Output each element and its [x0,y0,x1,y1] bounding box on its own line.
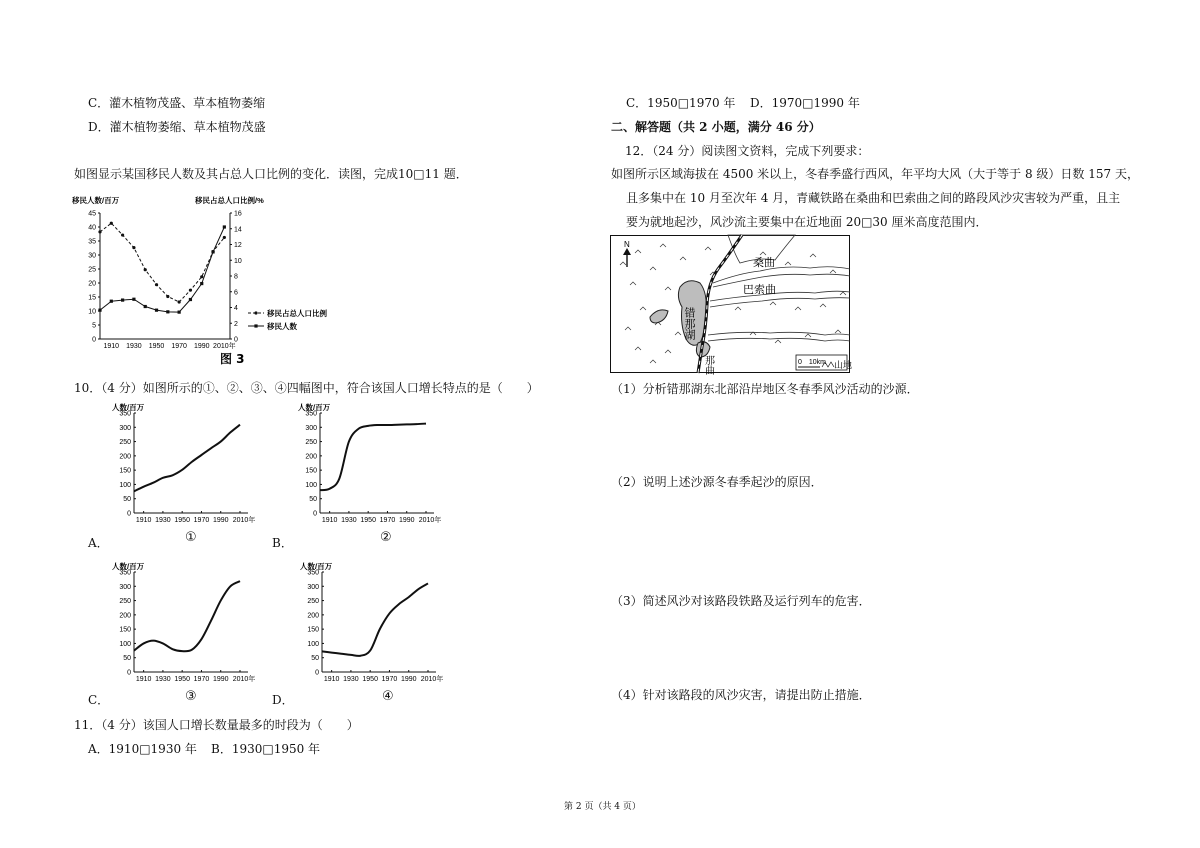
series-ratio-point [98,230,101,233]
y-tick-label-left: 15 [88,294,96,302]
y-axis-title: 人数/百万 [298,403,331,412]
x-tick-label: 1970 [171,343,187,350]
y-tick-label-right: 0 [234,336,238,344]
y-tick-label-left: 20 [88,280,96,288]
x-tick-label: 1930 [126,343,142,350]
y-tick-label-left: 35 [88,238,96,246]
population-line [134,581,240,651]
series-ratio-point [200,275,203,278]
chart-2-label: ② [380,530,392,545]
population-line [320,424,426,491]
y-tick-label-left: 5 [92,322,96,330]
series-ratio-point [223,236,226,239]
q12-text-line-2: 且多集中在 10 月至次年 4 月，青藏铁路在桑曲和巴索曲之间的路段风沙灾害较为严重，且主 [626,191,1121,205]
sub-question-3: （3）简述风沙对该路段铁路及运行列车的危害． [611,594,871,608]
y-tick-label: 150 [305,467,317,475]
y-tick-label: 300 [119,424,131,432]
x-tick-label: 1990 [212,517,229,524]
y-tick-label-left: 40 [88,224,96,232]
series-ratio-point [189,289,192,292]
option-a: A． [88,536,109,550]
y-tick-label-left: 30 [88,252,96,260]
option-d: D． [272,693,294,707]
x-tick-label: 1950 [360,517,376,524]
series-ratio-point [132,246,135,249]
y-axis-left-title: 移民人数/百万 [72,196,120,205]
x-tick-label: 2010年 [418,517,442,524]
series-immigrants-point [200,282,203,285]
x-tick-label: 1930 [341,517,357,524]
option-c: C． [88,693,110,707]
sub-question-4: （4）针对该路段的风沙灾害，请提出防止措施． [611,688,871,702]
x-tick-label: 1970 [193,676,210,683]
series-immigrants-point [110,300,113,303]
section-title: 二、解答题（共 2 小题，满分 46 分） [611,120,821,134]
chart-3-label: ③ [185,689,197,704]
y-tick-label: 350 [119,569,131,577]
y-tick-label: 100 [305,481,317,489]
chart-4-label: ④ [382,689,394,704]
question-12: 12．（24 分）阅读图文资料，完成下列要求： [625,144,870,158]
series-immigrants-point [144,305,147,308]
y-tick-label-left: 25 [88,266,96,274]
series-immigrants-point [155,309,158,312]
y-tick-label: 100 [119,640,131,648]
x-tick-label: 2010年 [420,676,444,683]
chart-1-label: ① [185,530,197,545]
series-immigrants-line [100,227,224,312]
series-immigrants-point [166,310,169,313]
x-tick-label: 1990 [212,676,229,683]
x-tick-label: 1950 [174,517,190,524]
series-immigrants-point [178,311,181,314]
y-tick-label: 250 [119,598,131,606]
y-tick-label-right: 10 [234,257,242,265]
y-tick-label: 250 [307,598,319,606]
y-tick-label: 200 [305,453,317,461]
y-tick-label: 50 [123,655,131,663]
series-ratio-line [100,223,224,302]
x-tick-label: 1910 [135,676,152,683]
x-tick-label: 2010年 [232,676,256,683]
q12-text-line-1: 如图所示区域海拔在 4500 米以上，冬春季盛行西风，年平均大风（大于等于 8 级）日数 157 天， [611,167,1139,181]
figure3-title: 图 3 [220,352,245,366]
x-tick-label: 1990 [400,676,417,683]
y-tick-label-right: 8 [234,273,238,281]
y-tick-label: 50 [123,496,131,504]
y-tick-label-right: 4 [234,305,238,312]
population-line [322,583,428,656]
option-b: B． [272,536,293,550]
x-tick-label: 1930 [343,676,359,683]
chart-1 [110,403,270,528]
x-tick-label: 2010年 [232,517,256,524]
scale-label: 0 10km [798,359,827,366]
x-tick-label: 1990 [193,343,210,350]
q11-option-a: A．1910□1930 年 [88,742,197,756]
legend-ratio-label: 移民占总人口比例 [267,309,327,318]
river-basuoqu-label: 巴索曲 [743,284,776,296]
intro-text: 如图显示某国移民人数及其占总人口比例的变化．读图，完成10□11 题． [74,167,468,181]
legend-immigrants-marker [254,324,257,327]
y-tick-label: 50 [311,655,319,663]
legend-ratio-marker [254,311,257,314]
y-axis-title: 人数/百万 [300,562,333,571]
chart-2 [296,403,461,528]
series-ratio-point [144,268,147,271]
y-tick-label: 250 [119,439,131,447]
figure3-chart [70,195,370,365]
north-label: N [624,240,630,249]
y-tick-label: 100 [119,481,131,489]
series-ratio-point [110,222,113,225]
x-tick-label: 1950 [362,676,378,683]
series-ratio-point [178,300,181,303]
y-tick-label-right: 14 [234,226,242,234]
y-tick-label: 150 [119,467,131,475]
y-tick-label-right: 6 [234,289,238,297]
y-tick-label: 0 [127,510,131,518]
y-tick-label: 50 [309,496,317,504]
q11-option-d: D．1970□1990 年 [750,96,860,110]
chart-3 [110,562,270,687]
x-tick-label: 1970 [193,517,210,524]
y-tick-label-left: 45 [88,210,96,218]
option-c-prev: C．灌木植物茂盛、草本植物萎缩 [88,96,266,110]
x-tick-label: 1950 [174,676,190,683]
y-tick-label: 150 [119,626,131,634]
y-tick-label: 300 [119,583,131,591]
x-tick-label: 1950 [148,343,165,350]
series-ratio-point [166,295,169,298]
x-tick-label: 1910 [135,517,152,524]
x-tick-label: 1970 [381,676,398,683]
y-tick-label: 200 [119,612,131,620]
series-ratio-point [121,233,124,236]
series-immigrants-point [98,309,101,312]
y-tick-label: 250 [305,439,317,447]
sub-question-2: （2）说明上述沙源冬春季起沙的原因． [611,475,823,489]
chart-4 [298,562,463,687]
y-tick-label-right: 12 [234,242,242,249]
x-tick-label: 1990 [398,517,415,524]
y-tick-label: 200 [119,453,131,461]
y-tick-label: 200 [307,612,319,620]
y-tick-label-right: 2 [234,320,238,328]
y-tick-label: 350 [119,410,131,418]
question-11: 11．（4 分）该国人口增长数量最多的时段为（ ） [74,718,359,732]
x-tick-label: 1930 [155,676,171,683]
option-d-prev: D．灌木植物萎缩、草本植物茂盛 [88,120,266,134]
series-immigrants-point [121,298,124,301]
series-immigrants-point [211,250,214,253]
y-tick-label: 0 [127,669,131,677]
x-tick-label: 1930 [155,517,171,524]
y-tick-label: 300 [305,424,317,432]
y-tick-label: 100 [307,640,319,648]
y-tick-label: 0 [315,669,319,677]
y-tick-label: 350 [307,569,319,577]
x-tick-label: 1910 [103,343,120,350]
q12-text-line-3: 要为就地起沙，风沙流主要集中在近地面 20□30 厘米高度范围内． [626,215,988,229]
sub-question-1: （1）分析错那湖东北部沿岸地区冬春季风沙活动的沙源． [611,382,919,396]
y-axis-right-title: 移民占总人口比例/% [195,196,264,205]
question-10: 10．（4 分）如图所示的①、②、③、④四幅图中，符合该国人口增长特点的是（ ） [74,381,539,395]
y-tick-label: 0 [313,510,317,518]
page-footer: 第 2 页（共 4 页） [564,802,641,812]
y-tick-label: 150 [307,626,319,634]
q11-option-c: C．1950□1970 年 [626,96,736,110]
y-tick-label: 300 [307,583,319,591]
x-tick-label: 1970 [379,517,396,524]
town-label: 那曲 [702,355,714,375]
river-sangqu-label: 桑曲 [753,257,775,269]
lake-label: 错那湖 [683,307,695,340]
y-axis-title: 人数/百万 [112,403,145,412]
y-tick-label-left: 10 [88,308,96,316]
y-tick-label: 350 [305,410,317,418]
y-axis-title: 人数/百万 [112,562,145,571]
q11-option-b: B．1930□1950 年 [211,742,321,756]
series-immigrants-point [132,298,135,301]
legend-mountain-label: 山地 [834,360,853,370]
population-line [134,425,240,492]
y-tick-label-left: 0 [92,336,96,344]
x-tick-label: 2010年 [213,343,236,350]
series-immigrants-point [223,225,226,228]
series-immigrants-point [189,298,192,301]
legend-immigrants-label: 移民人数 [267,322,297,331]
y-tick-label-right: 16 [234,210,242,218]
x-tick-label: 1910 [323,676,340,683]
x-tick-label: 1910 [321,517,338,524]
series-ratio-point [155,283,158,286]
region-map [610,235,853,375]
